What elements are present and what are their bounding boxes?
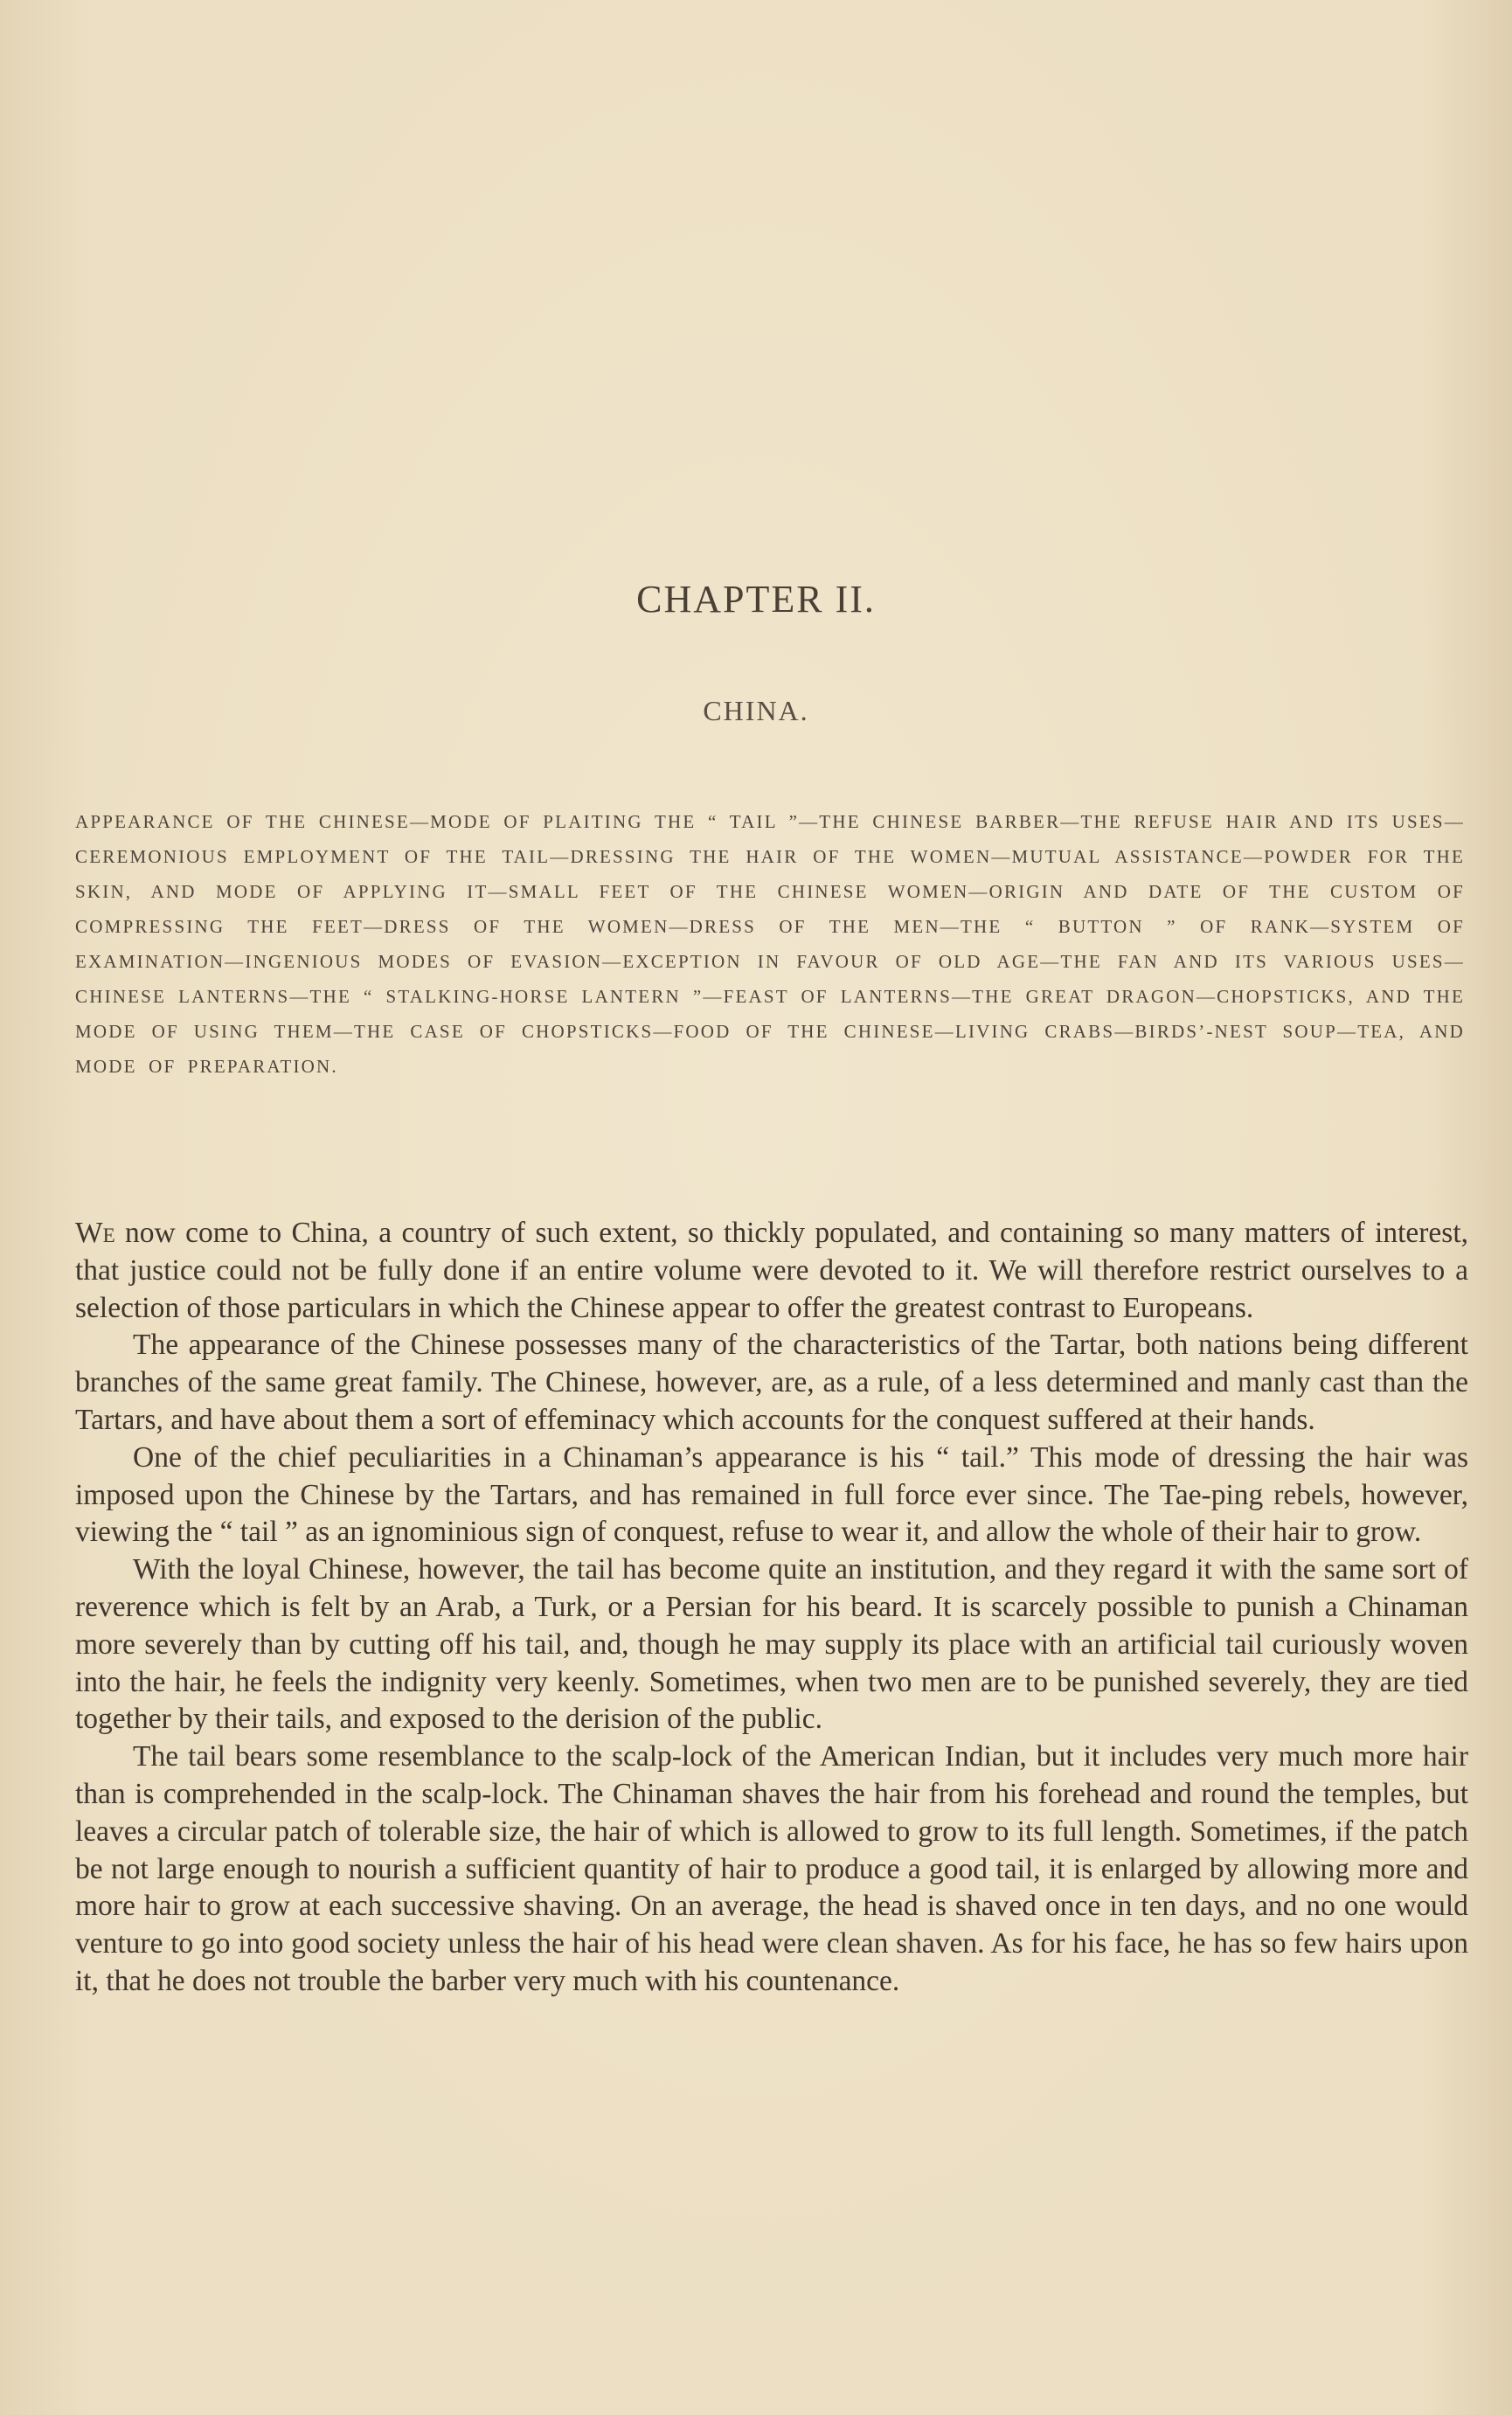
- chapter-synopsis: APPEARANCE OF THE CHINESE—MODE OF PLAITING THE “ TAIL ”—THE CHINESE BARBER—THE REFUSE HAIR AND ITS USES—CEREMONIOUS EMPLOYMENT OF THE TAIL—DRESSING THE HAIR OF THE WOMEN—MUTUAL ASSISTANCE—POWDER FOR THE SKIN, AND MODE OF APPLYING IT—SMALL FEET OF THE CHINESE WOMEN—ORIGIN AND DATE OF THE CUSTOM OF COMPRESSING THE FEET—DRESS OF THE WOMEN—DRESS OF THE MEN—THE “ BUTTON ” OF RANK—SYSTEM OF EXAMINATION—INGENIOUS MODES OF EVASION—EXCEPTION IN FAVOUR OF OLD AGE—THE FAN AND ITS VARIOUS USES—CHINESE LANTERNS—THE “ STALKING-HORSE LANTERN ”—FEAST OF LANTERNS—THE GREAT DRAGON—CHOPSTICKS, AND THE MODE OF USING THEM—THE CASE OF CHOPSTICKS—FOOD OF THE CHINESE—LIVING CRABS—BIRDS’-NEST SOUP—TEA, AND MODE OF PREPARATION.: [75, 811, 1465, 1077]
- paragraph-text: now come to China, a country of such extent, so thickly populated, and containing so many matters of interest, that justice could not be fully done if an entire volume were devoted to it. We will therefore restrict ourselves to a selection of those particulars in which the Chinese appear to offer the greatest contrast to Europeans.: [75, 1217, 1468, 1324]
- drop-word: We: [75, 1217, 115, 1249]
- paragraph: The tail bears some resemblance to the scalp-lock of the American Indian, but it includes very much more hair than is comprehended in the scalp-lock. The Chinaman shaves the hair from his forehead and round the temples, but leaves a circular patch of tolerable size, the hair of which is allowed to grow to its full length. Sometimes, if the patch be not large enough to nourish a sufficient quantity of hair to produce a good tail, it is enlarged by allowing more and more hair to grow at each successive shaving. On an average, the head is shaved once in ten days, and no one would venture to go into good society unless the hair of his head were clean shaven. As for his face, he has so few hairs upon it, that he does not trouble the barber very much with his countenance.: [75, 1740, 1468, 1997]
- chapter-body: [75, 1215, 1468, 2001]
- paragraph: [75, 1215, 1468, 1327]
- paragraph: The appearance of the Chinese possesses many of the characteristics of the Tartar, both nations being different branches of the same great family. The Chinese, however, are, as a rule, of a less determined and manly cast than the Tartars, and have about them a sort of effeminacy which accounts for the conquest suffered at their hands.: [75, 1329, 1468, 1436]
- paragraph: With the loyal Chinese, however, the tail has become quite an institution, and they regard it with the same sort of reverence which is felt by an Arab, a Turk, or a Persian for his beard. It is scarcely possible to punish a Chinaman more severely than by cutting off his tail, and, though he may supply its place with an artificial tail curiously woven into the hair, he feels the indignity very keenly. Sometimes, when two men are to be punished severely, they are tied together by their tails, and exposed to the derision of the public.: [75, 1553, 1468, 1736]
- chapter-subtitle: CHINA.: [703, 695, 809, 726]
- chapter-title: CHAPTER II.: [636, 578, 876, 621]
- paragraph: One of the chief peculiarities in a Chinaman’s appearance is his “ tail.” This mode of dressing the hair was imposed upon the Chinese by the Tartars, and has remained in full force ever since. The Tae-ping rebels, however, viewing the “ tail ” as an ignominious sign of conquest, refuse to wear it, and allow the whole of their hair to grow.: [75, 1440, 1468, 1549]
